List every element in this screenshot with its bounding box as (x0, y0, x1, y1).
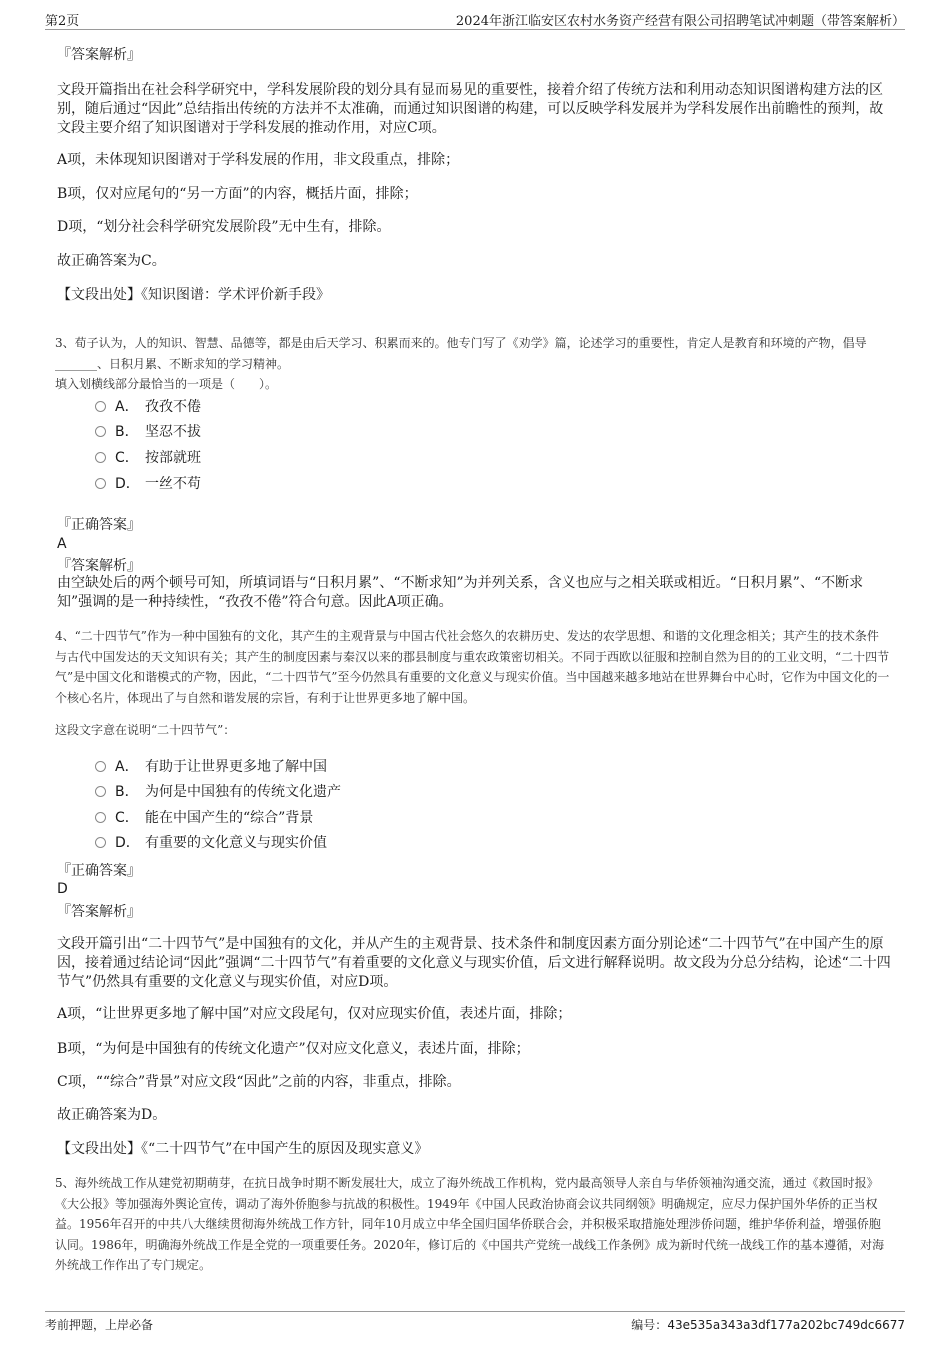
q3-option-a[interactable]: A． 孜孜不倦 (95, 397, 201, 417)
q4-source: 【文段出处】《“二十四节气”在中国产生的原因及现实意义》 (57, 1141, 429, 1157)
q4-analysis-heading: 『答案解析』 (57, 904, 141, 920)
q4-option-d[interactable]: D． 有重要的文化意义与现实价值 (95, 833, 327, 853)
radio-icon[interactable] (95, 452, 106, 463)
q2-source: 【文段出处】《知识图谱：学术评价新手段》 (57, 287, 330, 303)
q3-prompt: 填入划横线部分最恰当的一项是（ ）。 (55, 377, 278, 391)
radio-icon[interactable] (95, 761, 106, 772)
q2-analysis-heading: 『答案解析』 (57, 47, 141, 63)
q4-option-a[interactable]: A． 有助于让世界更多地了解中国 (95, 757, 327, 777)
q2-exclusion-b: B项，仅对应尾句的“另一方面”的内容，概括片面，排除； (57, 186, 418, 202)
page-footer (45, 1311, 905, 1334)
document-title: 2024年浙江临安区农村水务资产经营有限公司招聘笔试冲刺题（带答案解析） (455, 14, 905, 29)
q4-option-b[interactable]: B． 为何是中国独有的传统文化遗产 (95, 782, 341, 802)
footer-slogan: 考前押题，上岸必备 (45, 1318, 154, 1332)
q2-conclusion: 故正确答案为C。 (57, 253, 166, 269)
q3-option-c[interactable]: C． 按部就班 (95, 448, 201, 468)
radio-icon[interactable] (95, 837, 106, 848)
code-label: 编号： (631, 1318, 668, 1332)
q3-analysis-body: 由空缺处后的两个顿号可知，所填词语与“日积月累”、“不断求知”为并列关系，含义也应与之相关联或相近。“日积月累”、“不断求知”强调的是一种持续性，“孜孜不倦”符合句意。因此A项正确。 (57, 575, 864, 610)
document-code (631, 1316, 905, 1333)
q4-exclusion-c: C项，““综合”背景”对应文段“因此”之前的内容，非重点，排除。 (57, 1074, 461, 1090)
q4-conclusion: 故正确答案为D。 (57, 1107, 167, 1123)
q4-stem: 4、“二十四节气”作为一种中国独有的文化，其产生的主观背景与中国古代社会悠久的农耕历史、发达的农学思想、和谐的文化理念相关；其产生的技术条件与古代中国发达的天文知识有关；其产生的制度因素与秦汉以来的郡县制度与重农政策密切相关。不同于西欧以征服和控制自然为目的的工业文明，“二十四节气”是中国文化和谐模式的产物，因此，“二十四节气”至今仍然具有重要的文化意义与现实价值。当中国越来越多地站在世界舞台中心时，它作为中国文化的一个核心名片，体现出了与自然和谐发展的宗旨，有利于让世界更多地了解中国。 (55, 629, 890, 705)
q4-answer: D (57, 881, 68, 897)
page-number: 第2页 (45, 14, 80, 29)
q3-answer-heading: 『正确答案』 (57, 517, 141, 533)
radio-icon[interactable] (95, 786, 106, 797)
q4-analysis-body: 文段开篇引出“二十四节气”是中国独有的文化，并从产生的主观背景、技术条件和制度因素方面分别论述“二十四节气”在中国产生的原因，接着通过结论词“因此”强调“二十四节气”有着重要的文化意义与现实价值，后文进行解释说明。故文段为分总分结构，论述“二十四节气”仍然具有重要的文化意义与现实价值，对应D项。 (57, 936, 891, 990)
radio-icon[interactable] (95, 401, 106, 412)
radio-icon[interactable] (95, 426, 106, 437)
q3-option-d[interactable]: D． 一丝不苟 (95, 474, 201, 494)
q2-exclusion-d: D项，“划分社会科学研究发展阶段”无中生有，排除。 (57, 219, 391, 235)
q2-analysis-body: 文段开篇指出在社会科学研究中，学科发展阶段的划分具有显而易见的重要性，接着介绍了传统方法和利用动态知识图谱构建方法的区别，随后通过“因此”总结指出传统的方法并不太准确，而通过知识图谱的构建，可以反映学科发展并为学科发展作出前瞻性的预判，故文段主要介绍了知识图谱对于学科发展的推动作用，对应C项。 (57, 82, 884, 136)
q3-answer: A (57, 536, 67, 552)
q4-exclusion-a: A项，“让世界更多地了解中国”对应文段尾句，仅对应现实价值，表述片面，排除； (57, 1006, 572, 1022)
q4-answer-heading: 『正确答案』 (57, 863, 141, 879)
q3-analysis-heading: 『答案解析』 (57, 558, 141, 574)
q3-stem: 3、荀子认为，人的知识、智慧、品德等，都是由后天学习、积累而来的。他专门写了《劝学》篇，论述学习的重要性，肯定人是教育和环境的产物，倡导_______、日积月累、不断求知的学习精神。 (55, 336, 867, 371)
radio-icon[interactable] (95, 478, 106, 489)
radio-icon[interactable] (95, 812, 106, 823)
code-value: 43e535a343a3df177a202bc749dc6677 (667, 1318, 905, 1332)
page-header (45, 9, 905, 30)
q5-stem: 5、海外统战工作从建党初期萌芽，在抗日战争时期不断发展壮大，成立了海外统战工作机构，党内最高领导人亲自与华侨领袖沟通交流，通过《救国时报》《大公报》等加强海外舆论宣传，调动了海外侨胞参与抗战的积极性。1949年《中国人民政治协商会议共同纲领》明确规定，应尽力保护国外华侨的正当权益。1956年召开的中共八大继续贯彻海外统战工作方针，同年10月成立中华全国归国华侨联合会，并积极采取措施处理涉侨问题，维护华侨利益，增强侨胞认同。1986年，明确海外统战工作是全党的一项重要任务。2020年，修订后的《中国共产党统一战线工作条例》成为新时代统一战线工作的基本遵循，对海外统战工作作出了专门规定。 (55, 1176, 885, 1272)
q4-exclusion-b: B项，“为何是中国独有的传统文化遗产”仅对应文化意义，表述片面，排除； (57, 1041, 530, 1057)
q3-option-b[interactable]: B． 坚忍不拔 (95, 422, 201, 442)
q2-exclusion-a: A项，未体现知识图谱对于学科发展的作用，非文段重点，排除； (57, 152, 460, 168)
q4-option-c[interactable]: C． 能在中国产生的“综合”背景 (95, 808, 313, 828)
q4-prompt: 这段文字意在说明“二十四节气”： (55, 723, 236, 737)
